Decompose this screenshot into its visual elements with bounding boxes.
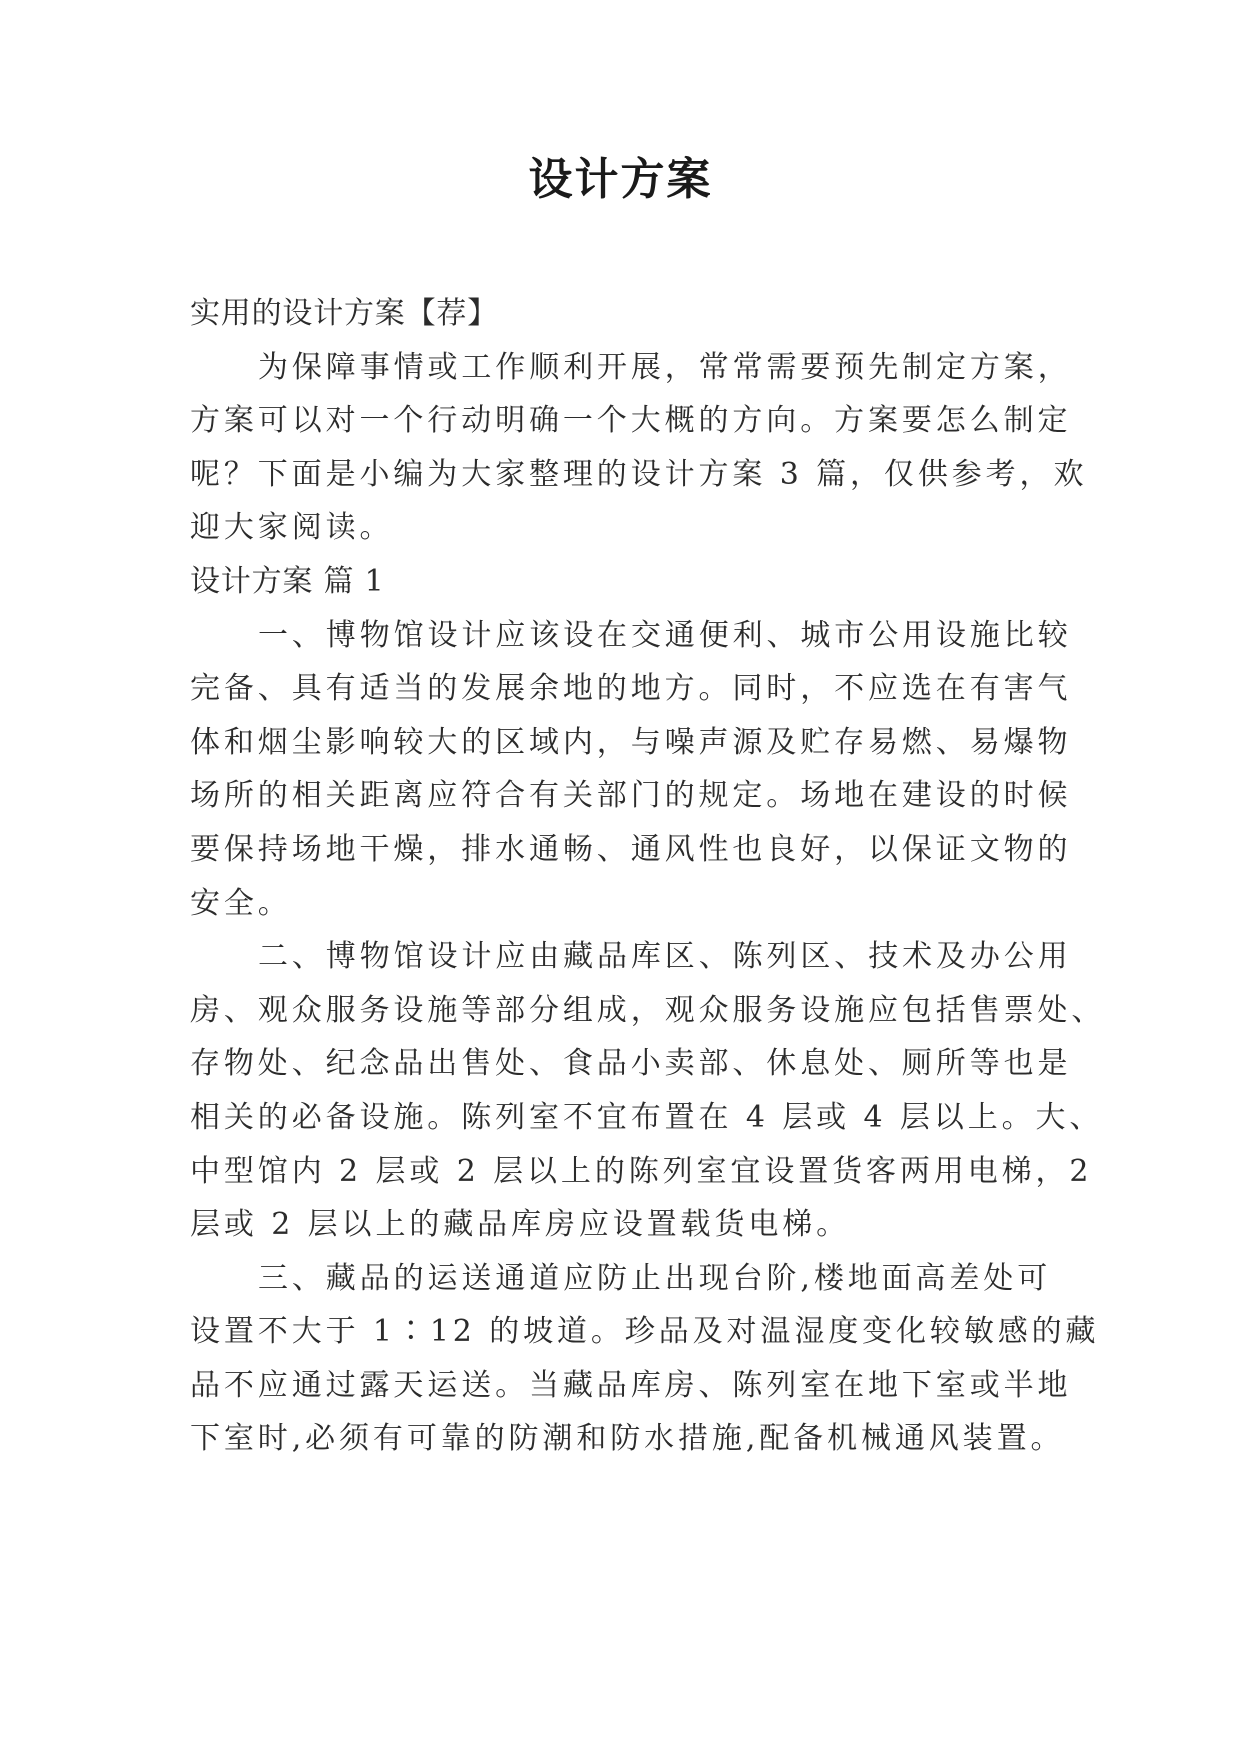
text-line: 场所的相关距离应符合有关部门的规定。场地在建设的时候: [190, 778, 1072, 814]
document-body: [190, 287, 1106, 1466]
text-line: 三、藏品的运送通道应防止出现台阶,楼地面高差处可: [258, 1260, 1052, 1296]
section-heading: 设计方案 篇 1: [190, 563, 385, 599]
text-line: 品不应通过露天运送。当藏品库房、陈列室在地下室或半地: [190, 1367, 1072, 1403]
text-line: 迎大家阅读。: [190, 510, 394, 546]
document-title: 设计方案: [528, 154, 713, 205]
text-line: 下室时,必须有可靠的防潮和防水措施,配备机械通风装置。: [190, 1421, 1065, 1457]
text-line: 呢？下面是小编为大家整理的设计方案 3 篇，仅供参考，欢: [190, 456, 1088, 492]
text-line: 相关的必备设施。陈列室不宜布置在 4 层或 4 层以上。大、: [190, 1099, 1104, 1135]
text-line: 体和烟尘影响较大的区域内，与噪声源及贮存易燃、易爆物: [190, 724, 1072, 760]
text-line: 安全。: [190, 885, 292, 921]
text-line: 完备、具有适当的发展余地的地方。同时，不应选在有害气: [190, 671, 1072, 707]
text-line: 中型馆内 2 层或 2 层以上的陈列室宜设置货客两用电梯，2: [190, 1153, 1093, 1189]
text-line: 方案可以对一个行动明确一个大概的方向。方案要怎么制定: [190, 403, 1072, 439]
text-line: 为保障事情或工作顺利开展，常常需要预先制定方案，: [258, 349, 1072, 385]
text-line: 房、观众服务设施等部分组成，观众服务设施应包括售票处、: [190, 992, 1106, 1028]
subtitle-line: 实用的设计方案【荐】: [190, 296, 498, 331]
text-line: 一、博物馆设计应该设在交通便利、城市公用设施比较: [258, 617, 1072, 653]
text-line: 要保持场地干燥，排水通畅、通风性也良好，以保证文物的: [190, 831, 1072, 867]
text-line: 层或 2 层以上的藏品库房应设置载货电梯。: [190, 1207, 851, 1243]
text-line: 存物处、纪念品出售处、食品小卖部、休息处、厕所等也是: [190, 1046, 1072, 1082]
text-line: 设置不大于 1∶12 的坡道。珍品及对温湿度变化较敏感的藏: [190, 1314, 1100, 1350]
text-line: 二、博物馆设计应由藏品库区、陈列区、技术及办公用: [258, 939, 1072, 975]
